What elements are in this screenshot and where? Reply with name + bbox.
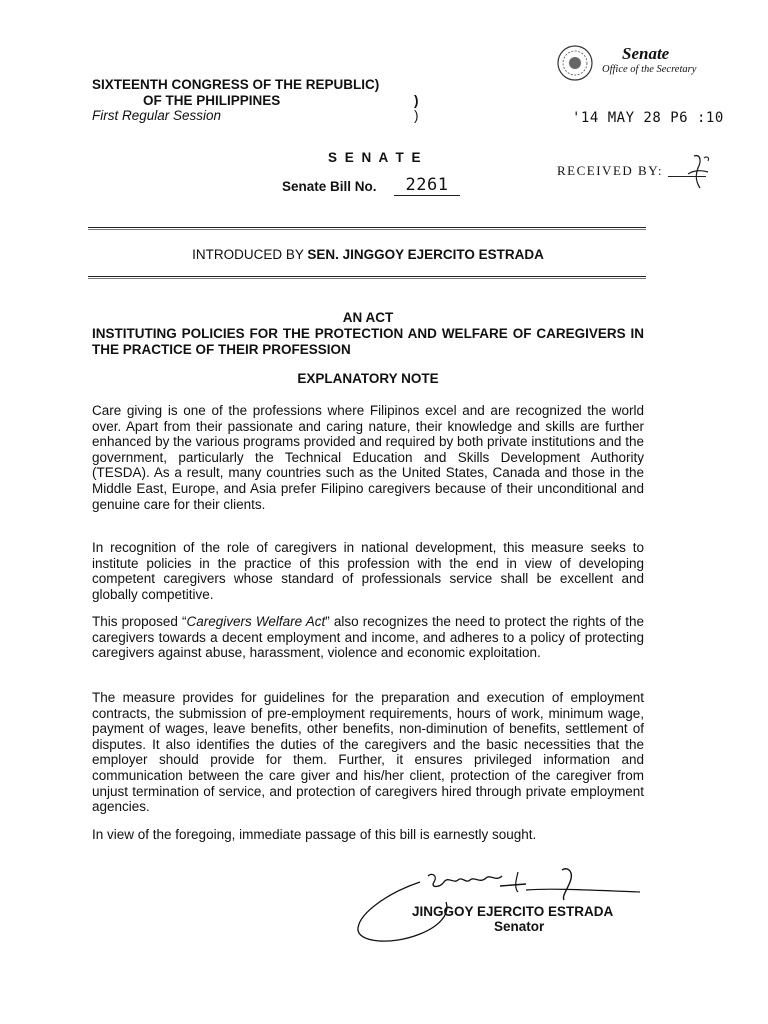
- explanatory-note-heading: EXPLANATORY NOTE: [297, 371, 439, 386]
- senate-seal-icon: [556, 44, 594, 82]
- stamp-timestamp: '14 MAY 28 P6 :10: [572, 110, 724, 126]
- paragraph-2: In recognition of the role of caregivers in national development, this measure seeks to institute policies in the practice of this profession with the end in view of developing competent caregivers whose standard of professionals service shall be excellent and globally competitive.: [92, 540, 644, 602]
- paren-2: ): [414, 93, 419, 108]
- congress-line-2: OF THE PHILIPPINES: [143, 93, 281, 108]
- paragraph-4: The measure provides for guidelines for the preparation and execution of employment contracts, the submission of pre-employment requirements, hours of work, minimum wage, payment of wages, leave benefits, other benefits, non-diminution of benefits, settlement of disputes. It also identifies the duties of the caregivers and the basic necessities that the employer should provide for them. Further, it ensures privileged information and communication between the care giver and his/her client, protection of the caregiver from unjust termination of service, and protection of caregivers hired through private employment agencies.: [92, 690, 644, 815]
- act-label: AN ACT: [342, 310, 394, 325]
- act-title: INSTITUTING POLICIES FOR THE PROTECTION AND WELFARE OF CAREGIVERS IN THE PRACTICE OF THEIR PROFESSION: [92, 326, 644, 357]
- paren-3: ): [414, 108, 419, 123]
- stamp-office-sub: Office of the Secretary: [602, 64, 697, 75]
- chamber-label: S E N A T E: [328, 150, 423, 165]
- received-by-label: RECEIVED BY:: [557, 163, 663, 178]
- bottom-rule: [88, 276, 646, 279]
- paragraph-5: In view of the foregoing, immediate passage of this bill is earnestly sought.: [92, 827, 537, 842]
- congress-text-1: SIXTEENTH CONGRESS OF THE REPUBLIC: [92, 77, 375, 92]
- congress-line-1: [92, 76, 379, 93]
- introduced-author: SEN. JINGGOY EJERCITO ESTRADA: [307, 247, 544, 262]
- session-line: First Regular Session: [92, 108, 222, 123]
- signatory-title: Senator: [494, 919, 545, 934]
- paragraph-1: Care giving is one of the professions where Filipinos excel and are recognized the world over. Apart from their passionate and caring nature, their knowledge and skills are further enhanced by the various programs provided and required by both private institutions and the government, particularly the Technical Education and Skills Development Authority (TESDA). As a result, many countries such as the United States, Canada and those in the Middle East, Europe, and Asia prefer Filipino caregivers because of their unconditional and genuine care for their clients.: [92, 403, 644, 512]
- top-rule: [88, 227, 646, 230]
- paragraph-3-b: ” also recognizes the need to protect the rights of the caregivers towards a decent employment and income, and adheres to a policy of protecting caregivers against abuse, harassment, violence and economic exploitation.: [92, 614, 645, 661]
- paragraph-3-a: This proposed “: [92, 614, 187, 629]
- bill-label: Senate Bill No.: [282, 179, 377, 194]
- signatory-name: JINGGOY EJERCITO ESTRADA: [412, 904, 614, 919]
- received-initials-icon: [684, 150, 714, 192]
- paragraph-3: [92, 614, 644, 661]
- bill-number: 2261: [394, 175, 460, 196]
- introduced-line: [92, 247, 644, 262]
- stamp-office-title: Senate: [622, 44, 670, 63]
- paragraph-3-title: Caregivers Welfare Act: [186, 614, 326, 629]
- introduced-prefix: INTRODUCED BY: [192, 247, 308, 262]
- paren-1: ): [374, 77, 380, 92]
